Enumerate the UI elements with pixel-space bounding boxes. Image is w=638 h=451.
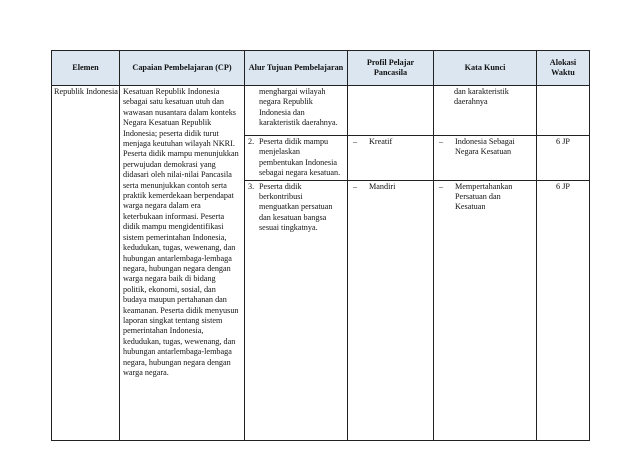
dash-bullet: –: [439, 137, 444, 146]
kata-kunci-cell: – Mempertahankan Persatuan dan Kesatuan: [434, 180, 537, 440]
learning-plan-table: [51, 50, 590, 441]
cp-cell: Kesatuan Republik Indonesia sebagai satu kesatuan utuh dan wawasan nusantara dalam konteks Negara Kesatuan Republik Indonesia; peserta didik turut menjaga keutuhan wilayah NKRI. Peserta didik mampu menunjukkan perwujudan demokrasi yang didasari oleh nilai-nilai Pancasila serta menunjukkan contoh serta praktik kemerdekaan berpendapat warga negara dalam era keterbukaan informasi. Peserta didik mampu mengidentifikasi sistem pemerintahan Indonesia, kedudukan, tugas, wewenang, dan hubungan antarlembaga-lembaga negara, hubungan negara dengan warga negara baik di bidang politik, ekonomi, sosial, dan budaya maupun pertahanan dan keamanan. Peserta didik menyusun laporan singkat tentang sistem pemerintahan Indonesia, kedudukan, tugas, wewenang, dan hubungan antarlembaga-lembaga negara, hubungan negara dengan warga negara.: [120, 86, 245, 441]
header-cp: Capaian Pembelajaran (CP): [120, 51, 245, 86]
table-row: [52, 86, 590, 136]
header-kata-kunci: Kata Kunci: [434, 51, 537, 86]
dash-bullet: –: [439, 181, 444, 191]
header-elemen: Elemen: [52, 51, 120, 86]
atp-cell: [245, 86, 348, 136]
profil-cell: – Mandiri: [348, 180, 434, 440]
header-alokasi: Alokasi Waktu: [537, 51, 590, 86]
dash-bullet: –: [353, 137, 358, 146]
atp-goal: 3. Peserta didik berkontribusi menguatkan persatuan dan kesatuan bangsa sesuai tingkatnya.: [248, 181, 333, 233]
profil-cell: – Kreatif: [348, 136, 434, 181]
atp-goal-continued: menghargai wilayah negara Republik Indonesia dan karakteristik daerahnya.: [259, 87, 338, 128]
header-profil: Profil Pelajar Pancasila: [348, 51, 434, 86]
kata-kunci-cell: dan karakteristik daerahnya: [434, 86, 537, 136]
alokasi-cell: 6 JP: [537, 180, 590, 440]
header-row: [52, 51, 590, 86]
atp-goal: 2. Peserta didik mampu menjelaskan pembentukan Indonesia sebagai negara kesatuan.: [248, 137, 341, 178]
alokasi-cell: 6 JP: [537, 136, 590, 181]
atp-cell: [245, 180, 348, 440]
header-atp: Alur Tujuan Pembelajaran: [245, 51, 348, 86]
profil-cell: [348, 86, 434, 136]
elemen-cell: Republik Indonesia: [52, 86, 120, 441]
atp-cell: [245, 136, 348, 181]
dash-bullet: –: [353, 181, 358, 191]
kata-kunci-cell: – Indonesia Sebagai Negara Kesatuan: [434, 136, 537, 181]
alokasi-cell: [537, 86, 590, 136]
